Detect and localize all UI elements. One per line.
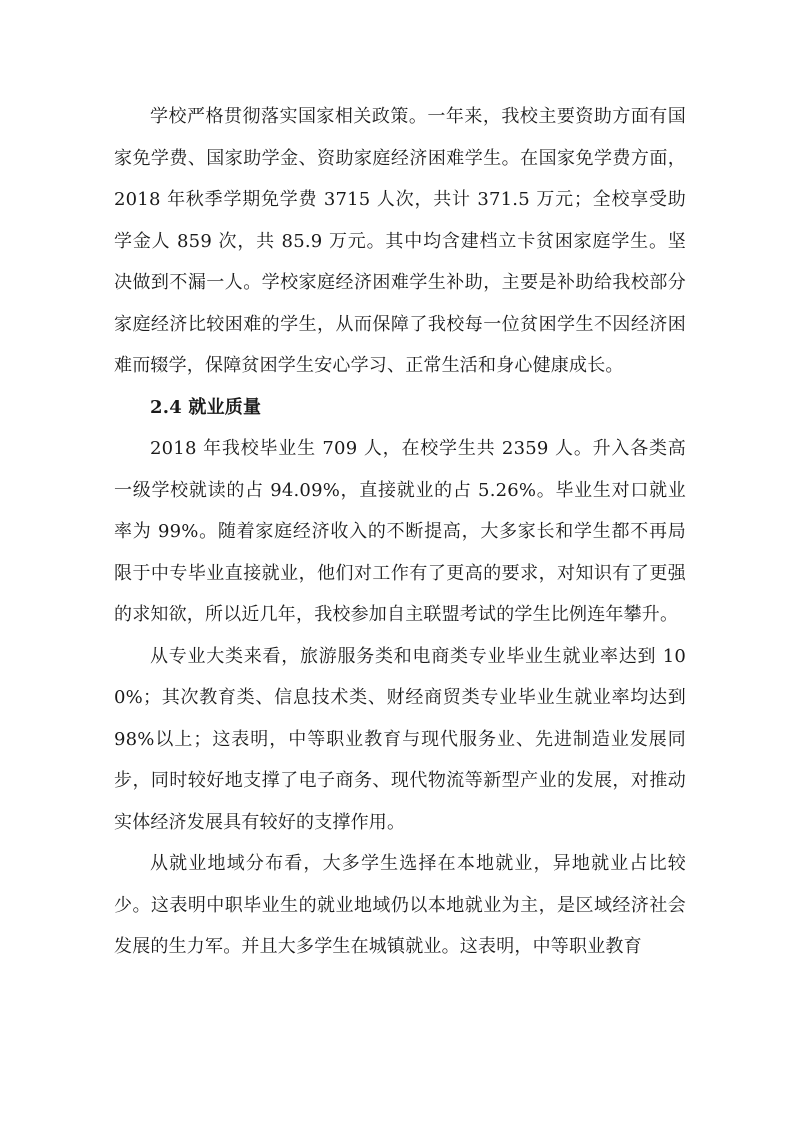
paragraph-major-categories: 从专业大类来看，旅游服务类和电商类专业毕业生就业率达到 100%；其次教育类、信息技术类、财经商贸类专业毕业生就业率均达到 98%以上；这表明，中等职业教育与现代服务业、先进制造业发展同步，同时较好地支撑了电子商务、现代物流等新型产业的发展，对推动实体经济发展具有较好的支撑作用。 — [114, 645, 686, 833]
paragraph-financial-aid: 学校严格贯彻落实国家相关政策。一年来，我校主要资助方面有国家免学费、国家助学金、资助家庭经济困难学生。在国家免学费方面，2018 年秋季学期免学费 3715 人次，共计 371.5 万元；全校享受助学金人 859 次，共 85.9 万元。其中均含建档立卡贫困家庭学生。坚决做到不漏一人。学校家庭经济困难学生补助，主要是补助给我校部分家庭经济比较困难的学生，从而保障了我校每一位贫困学生不因经济困难而辍学，保障贫困学生安心学习、正常生活和身心健康成长。 — [114, 106, 686, 376]
document-body — [114, 96, 686, 968]
section-heading-employment-quality: 2.4 就业质量 — [150, 396, 262, 418]
paragraph-graduates: 2018 年我校毕业生 709 人，在校学生共 2359 人。升入各类高一级学校就读的占 94.09%，直接就业的占 5.26%。毕业生对口就业率为 99%。随着家庭经济收入的不断提高，大多家长和学生都不再局限于中专毕业直接就业，他们对工作有了更高的要求，对知识有了更强的求知欲，所以近几年，我校参加自主联盟考试的学生比例连年攀升。 — [114, 438, 686, 625]
paragraph-employment-region: 从就业地域分布看，大多学生选择在本地就业，异地就业占比较少。这表明中职毕业生的就业地域仍以本地就业为主，是区域经济社会发展的生力军。并且大多学生在城镇就业。这表明，中等职业教育 — [114, 853, 686, 957]
